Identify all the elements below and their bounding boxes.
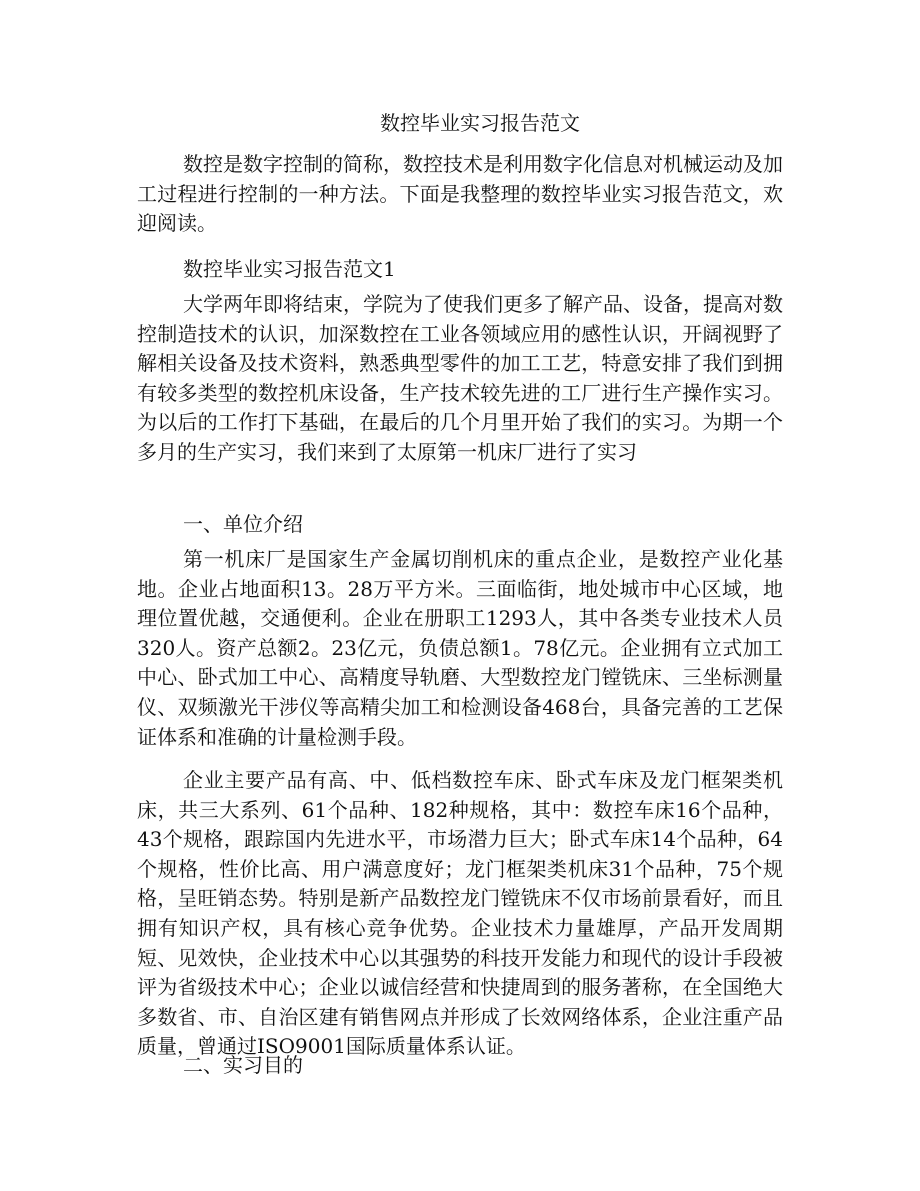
- unit-intro-heading: 一、单位介绍: [183, 512, 303, 536]
- document-title: 数控毕业实习报告范文: [380, 111, 580, 135]
- unit-intro-paragraph-1: 第一机床厂是国家生产金属切削机床的重点企业，是数控产业化基地。企业占地面积13。28万平方米。三面临街，地处城市中心区域，地理位置优越，交通便利。企业在册职工1293人，其中各类专业技术人员320人。资产总额2。23亿元，负债总额1。78亿元。企业拥有立式加工中心、卧式加工中心、高精度导轨磨、大型数控龙门镗铣床、三坐标测量仪、双频激光干涉仪等高精尖加工和检测设备468台，具备完善的工艺保证体系和准确的计量检测手段。: [137, 547, 783, 749]
- unit-intro-paragraph-2: 企业主要产品有高、中、低档数控车床、卧式车床及龙门框架类机床，共三大系列、61个品种、182种规格，其中：数控车床16个品种，43个规格，跟踪国内先进水平，市场潜力巨大；卧式车床14个品种，64个规格，性价比高、用户满意度好；龙门框架类机床31个品种，75个规格，呈旺销态势。特别是新产品数控龙门镗铣床不仅市场前景看好，而且拥有知识产权，具有核心竞争优势。企业技术力量雄厚，产品开发周期短、见效快，企业技术中心以其强势的科技开发能力和现代的设计手段被评为省级技术中心；企业以诚信经营和快捷周到的服务著称，在全国绝大多数省、市、自治区建有销售网点并形成了长效网络体系，企业注重产品质量，曾通过ISO9001国际质量体系认证。: [137, 768, 783, 1059]
- section1-paragraph: 大学两年即将结束，学院为了使我们更多了解产品、设备，提高对数控制造技术的认识，加深数控在工业各领域应用的感性认识，开阔视野了解相关设备及技术资料，熟悉典型零件的加工工艺，特意安排了我们到拥有较多类型的数控机床设备，生产技术较先进的工厂进行生产操作实习。为以后的工作打下基础，在最后的几个月里开始了我们的实习。为期一个多月的生产实习，我们来到了太原第一机床厂进行了实习: [137, 292, 783, 464]
- section1-heading: 数控毕业实习报告范文1: [183, 257, 396, 281]
- intro-paragraph: 数控是数字控制的简称，数控技术是利用数字化信息对机械运动及加工过程进行控制的一种方法。下面是我整理的数控毕业实习报告范文，欢迎阅读。: [137, 152, 783, 236]
- internship-purpose-heading: 二、实习目的: [183, 1053, 303, 1077]
